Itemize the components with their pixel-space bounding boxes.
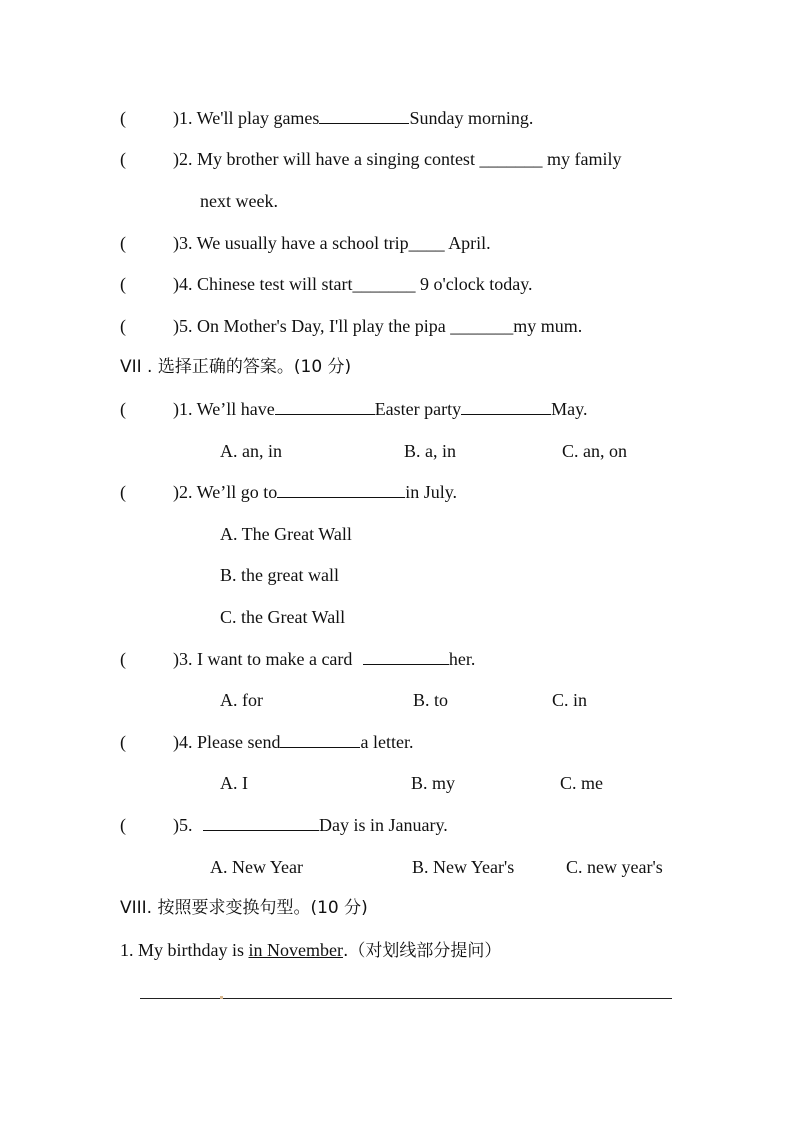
question-text: )3. We usually have a school trip xyxy=(173,233,409,253)
fill-blank[interactable]: _______ xyxy=(352,274,416,294)
open-paren: ( xyxy=(120,815,126,835)
question-text: )2. We’ll go to xyxy=(173,482,278,502)
question-text: )1. We'll play games xyxy=(173,108,320,128)
question-row xyxy=(120,232,491,254)
question-text-after: Sunday morning. xyxy=(409,108,534,128)
section-title: VII . 选择正确的答案。(10 分) xyxy=(120,357,352,377)
fill-blank[interactable]: _______ xyxy=(450,316,514,336)
question-text: )5. xyxy=(173,815,193,835)
fill-blank[interactable]: ____ xyxy=(408,233,445,253)
question-row xyxy=(120,814,448,836)
question-text-after: a letter. xyxy=(360,732,414,752)
option-b[interactable]: B. to xyxy=(413,690,449,710)
open-paren: ( xyxy=(120,399,126,419)
question-row xyxy=(120,731,413,753)
option-b[interactable]: B. my xyxy=(411,773,456,793)
question-text: )3. I want to make a card xyxy=(173,649,353,669)
option-c[interactable]: C. the Great Wall xyxy=(220,607,346,627)
open-paren: ( xyxy=(120,108,126,128)
fill-blank[interactable] xyxy=(461,398,551,415)
option-c[interactable]: C. me xyxy=(560,773,603,793)
open-paren: ( xyxy=(120,233,126,253)
question-instruction: .（对划线部分提问） xyxy=(342,941,502,961)
question-row xyxy=(120,315,582,337)
question-text: )5. On Mother's Day, I'll play the pipa xyxy=(173,316,446,336)
option-a[interactable]: A. New Year xyxy=(210,857,303,877)
question-text-after: May. xyxy=(551,399,588,419)
fill-blank[interactable] xyxy=(280,731,360,748)
fill-blank[interactable]: _______ xyxy=(479,149,543,169)
option-c[interactable]: C. an, on xyxy=(562,441,627,461)
question-text-after: April. xyxy=(448,233,491,253)
question-row xyxy=(120,273,533,295)
option-c[interactable]: C. in xyxy=(552,690,588,710)
option-b[interactable]: B. a, in xyxy=(404,441,456,461)
open-paren: ( xyxy=(120,649,126,669)
fill-blank[interactable] xyxy=(203,814,319,831)
fill-blank[interactable] xyxy=(275,398,375,415)
open-paren: ( xyxy=(120,274,126,294)
fill-blank[interactable] xyxy=(363,648,449,665)
question-text-after: her. xyxy=(448,649,476,669)
question-text-after: my family xyxy=(546,149,622,169)
open-paren: ( xyxy=(120,732,126,752)
answer-line-mark xyxy=(220,996,223,999)
option-b[interactable]: B. New Year's xyxy=(412,857,515,877)
question-continuation: next week. xyxy=(200,191,278,211)
question-row xyxy=(120,107,533,129)
option-a[interactable]: A. an, in xyxy=(220,441,282,461)
question-row xyxy=(120,481,457,503)
question-text: )4. Please send xyxy=(173,732,281,752)
question-text: )1. We’ll have xyxy=(173,399,275,419)
option-b[interactable]: B. the great wall xyxy=(220,565,339,585)
question-row xyxy=(120,939,501,962)
underlined-phrase: in November xyxy=(248,940,343,960)
open-paren: ( xyxy=(120,149,126,169)
open-paren: ( xyxy=(120,482,126,502)
option-a[interactable]: A. The Great Wall xyxy=(220,524,352,544)
question-text: )4. Chinese test will start xyxy=(173,274,353,294)
question-row xyxy=(120,148,621,170)
open-paren: ( xyxy=(120,316,126,336)
section-title: VIII. 按照要求变换句型。(10 分) xyxy=(120,898,368,918)
question-text-mid: Easter party xyxy=(374,399,462,419)
question-text: 1. My birthday is xyxy=(120,940,249,960)
question-text-after: in July. xyxy=(405,482,458,502)
question-row xyxy=(120,648,475,670)
question-text-after: Day is in January. xyxy=(319,815,448,835)
option-a[interactable]: A. for xyxy=(220,690,263,710)
option-a[interactable]: A. I xyxy=(220,773,248,793)
fill-blank[interactable] xyxy=(277,481,405,498)
question-text: )2. My brother will have a singing contest xyxy=(173,149,475,169)
question-row xyxy=(120,398,587,420)
question-text-after: 9 o'clock today. xyxy=(419,274,533,294)
question-text-after: my mum. xyxy=(513,316,583,336)
option-c[interactable]: C. new year's xyxy=(566,857,663,877)
fill-blank[interactable] xyxy=(319,107,409,124)
